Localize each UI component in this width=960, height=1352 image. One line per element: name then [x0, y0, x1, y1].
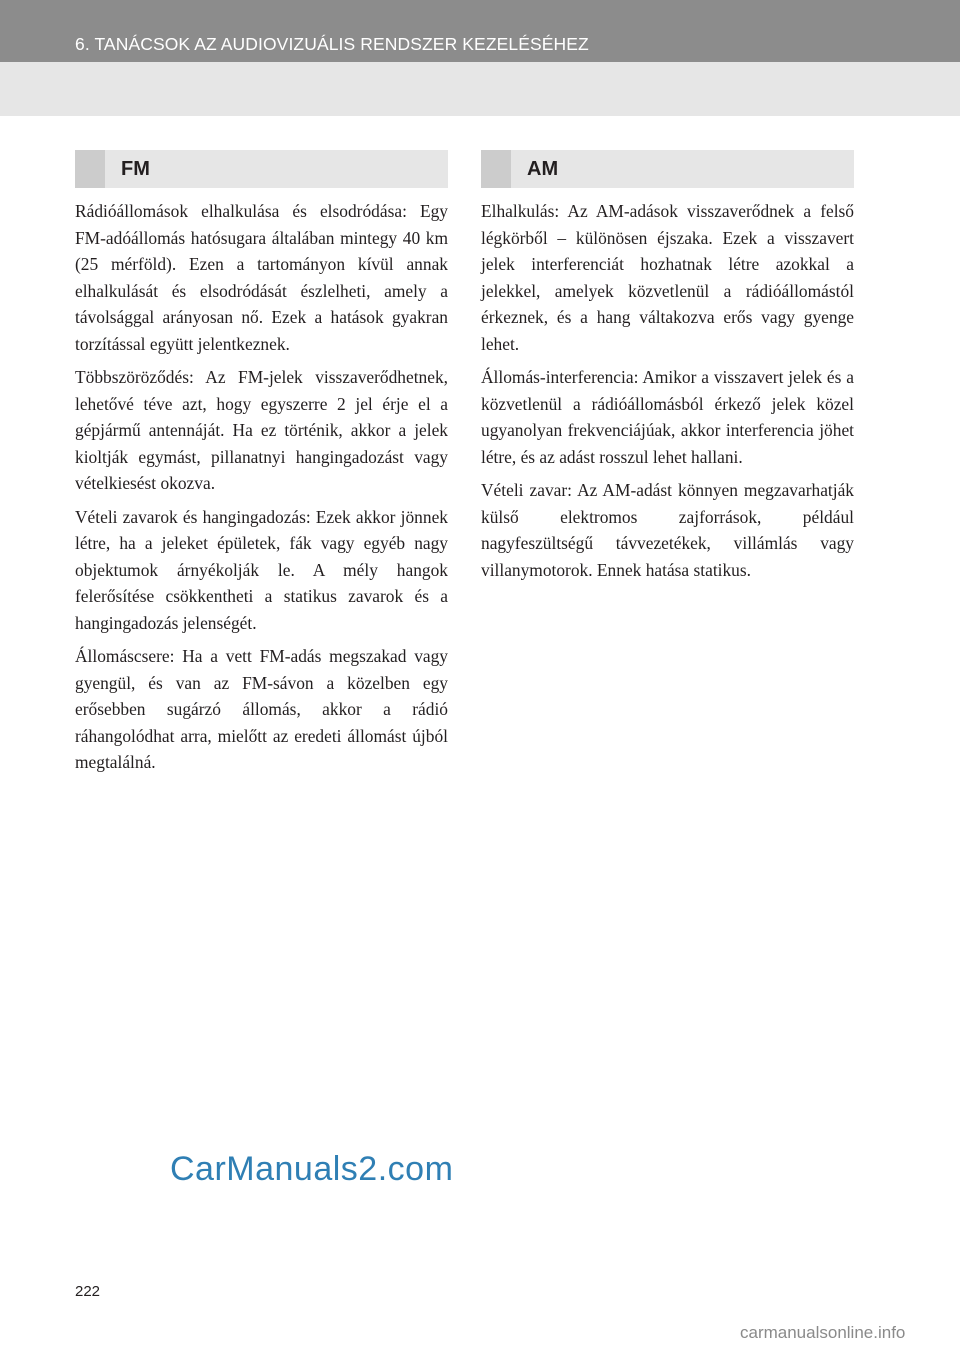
fm-heading-label: FM — [121, 158, 150, 180]
am-text-column — [481, 198, 854, 590]
am-section-heading — [481, 150, 854, 188]
chapter-title: 6. TANÁCSOK AZ AUDIOVIZUÁLIS RENDSZER KEZELÉSÉHEZ — [75, 34, 589, 54]
am-paragraph-station-interference: Állomás-interferencia: Amikor a visszavert jelek és a közvetlenül a rádióállomásból érkező jelek közel ugyanolyan frekvenciájúak, akkor interferencia jöhet létre, és az adást rosszul lehet hallani. — [481, 367, 854, 467]
am-heading-label: AM — [527, 158, 559, 180]
watermark-logo: CarManuals2.com — [170, 1150, 454, 1188]
watermark-footer: carmanualsonline.info — [740, 1323, 906, 1342]
am-paragraph-static: Vételi zavar: Az AM-adást könnyen megzavarhatják külső elektromos zajforrások, például nagyfeszültségű távvezetékek, villámlás vagy villanymotorok. Ennek hatása statikus. — [481, 480, 854, 580]
chapter-header-bar — [0, 0, 960, 62]
header-band — [0, 62, 960, 116]
fm-paragraph-multipath: Többszöröződés: Az FM-jelek visszaverődhetnek, lehetővé téve azt, hogy egyszerre 2 jel érje el a gépjármű antennáját. Ha ez történik, akkor a jelek kioltják egymást, pillanatnyi hangingadozást vagy vételkiesést okozva. — [75, 367, 448, 493]
fm-section-heading — [75, 150, 448, 188]
fm-paragraph-flutter: Vételi zavarok és hangingadozás: Ezek akkor jönnek létre, ha a jeleket épületek, fák vagy egyéb nagy objektumok árnyékolják le. A mély hangok felerősítése csökkentheti a statikus zavarok és a hangingadozás jelenségét. — [75, 506, 448, 633]
page-number: 222 — [75, 1283, 101, 1300]
fm-text-column — [75, 198, 448, 783]
fm-paragraph-fading: Rádióállomások elhalkulása és elsodródása: Egy FM-adóállomás hatósugara általában mintegy 40 km (25 mérföld). Ezen a tartományon kívül annak elhalkulását és elsodródását észlelheti, amely a távolsággal arányosan nő. Ezek a hatások gyakran torzítással együtt jelentkeznek. — [75, 201, 448, 354]
fm-paragraph-station-swapping: Állomáscsere: Ha a vett FM-adás megszakad vagy gyengül, és van az FM-sávon a közelben egy erősebben sugárzó állomás, akkor a rádió ráhangolódhat arra, mielőtt az eredeti állomást újból megtalálná. — [75, 646, 448, 772]
section-marker — [481, 150, 511, 188]
section-marker — [75, 150, 105, 188]
am-paragraph-fading: Elhalkulás: Az AM-adások visszaverődnek a felső légkörből – különösen éjszaka. Ezek a visszavert jelek interferenciát hozhatnak létre azokkal a jelekkel, amelyek közvetlenül a rádióállomástól érkeznek, és a hang váltakozva erős vagy gyenge lehet. — [481, 201, 854, 354]
